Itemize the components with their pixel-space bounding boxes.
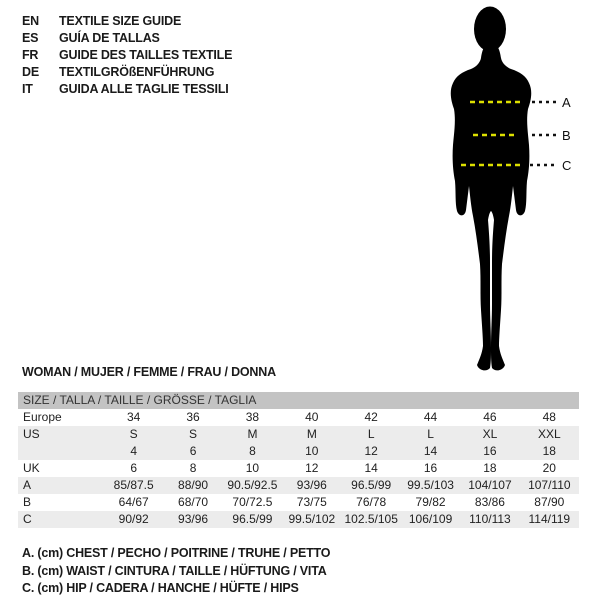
lang-title: TEXTILGRÖßENFÜHRUNG: [59, 65, 215, 79]
table-cell: 90/92: [118, 512, 149, 526]
lang-title: GUIDA ALLE TAGLIE TESSILI: [59, 82, 229, 96]
table-cell: 64/67: [118, 495, 149, 509]
table-cell: 8: [189, 461, 197, 475]
table-cell: 42: [364, 410, 378, 424]
table-cell: 10: [245, 461, 260, 475]
table-cell: 70/72.5: [232, 495, 273, 509]
lang-title: TEXTILE SIZE GUIDE: [59, 14, 182, 28]
language-header: [22, 13, 232, 98]
table-cell: 104/107: [468, 478, 512, 492]
table-cell: 110/113: [469, 512, 511, 526]
size-table: [18, 392, 579, 528]
table-cell: 18: [483, 461, 497, 475]
table-cell: 85/87.5: [113, 478, 154, 492]
table-row: [18, 443, 579, 460]
legend-hip: C. (cm) HIP / CADERA / HANCHE / HÜFTE / HIPS: [22, 581, 299, 595]
table-row: [18, 494, 579, 511]
legend-chest: A. (cm) CHEST / PECHO / POITRINE / TRUHE / PETTO: [22, 546, 331, 560]
table-cell: 16: [483, 444, 497, 458]
waist-label: B: [562, 128, 571, 143]
table-cell: 79/82: [415, 495, 446, 509]
table-cell: 83/86: [474, 495, 505, 509]
row-label: B: [23, 495, 32, 509]
lang-row-en: [22, 13, 232, 30]
table-cell: 8: [249, 444, 256, 458]
table-cell: XL: [482, 427, 498, 441]
table-cell: 40: [305, 410, 319, 424]
table-cell: 76/78: [356, 495, 387, 509]
table-row: [18, 426, 579, 443]
lang-code: DE: [22, 65, 39, 79]
table-cell: 48: [542, 410, 556, 424]
table-cell: 12: [364, 444, 378, 458]
table-cell: M: [306, 427, 317, 441]
table-cell: 16: [423, 461, 438, 475]
table-row: [18, 460, 579, 477]
table-cell: S: [129, 427, 138, 441]
size-table-header: SIZE / TALLA / TAILLE / GRÖSSE / TAGLIA: [18, 392, 579, 409]
table-cell: 88/90: [178, 478, 209, 492]
table-cell: 96.5/99: [232, 512, 273, 526]
table-cell: L: [427, 427, 434, 441]
lang-row-de: [22, 64, 232, 81]
table-cell: 73/75: [296, 495, 327, 509]
table-cell: 114/119: [528, 512, 571, 526]
table-cell: XXL: [537, 427, 561, 441]
lang-row-fr: [22, 47, 232, 64]
table-cell: 87/90: [534, 495, 565, 509]
lang-title: GUIDE DES TAILLES TEXTILE: [59, 48, 233, 62]
section-title: WOMAN / MUJER / FEMME / FRAU / DONNA: [22, 365, 276, 379]
table-cell: 12: [305, 461, 319, 475]
table-cell: 44: [423, 410, 438, 424]
row-label: C: [23, 512, 32, 526]
table-cell: 106/109: [408, 512, 453, 526]
table-cell: 14: [364, 461, 378, 475]
lang-code: EN: [22, 14, 39, 28]
table-cell: 99.5/102: [288, 512, 336, 526]
chest-label: A: [562, 95, 571, 110]
table-cell: 102.5/105: [344, 512, 398, 526]
woman-silhouette-diagram: [413, 0, 585, 378]
lang-code: FR: [22, 48, 39, 62]
size-table-rows: [18, 409, 579, 528]
lang-code: ES: [22, 31, 39, 45]
table-cell: 93/96: [296, 478, 327, 492]
table-cell: 46: [483, 410, 497, 424]
table-cell: L: [367, 427, 375, 441]
lang-row-es: [22, 30, 232, 47]
lang-title: GUÍA DE TALLAS: [59, 31, 160, 45]
lang-row-it: [22, 81, 232, 98]
row-label: UK: [23, 461, 40, 475]
table-cell: 14: [423, 444, 438, 458]
table-cell: 6: [189, 444, 197, 458]
row-label: Europe: [23, 410, 62, 424]
table-row: [18, 409, 579, 426]
table-cell: 99.5/103: [407, 478, 454, 492]
table-cell: 38: [245, 410, 260, 424]
table-cell: 34: [127, 410, 141, 424]
table-cell: 96.5/99: [351, 478, 392, 492]
table-cell: S: [189, 427, 198, 441]
table-cell: 6: [130, 461, 138, 475]
row-label: US: [23, 427, 40, 441]
table-row: [18, 477, 579, 494]
size-guide-figure: [413, 0, 585, 378]
table-cell: 90.5/92.5: [227, 478, 278, 492]
silhouette-body: [451, 42, 531, 370]
hip-label: C: [562, 158, 572, 173]
table-cell: 36: [186, 410, 200, 424]
table-row: [18, 511, 579, 528]
table-cell: 10: [305, 444, 319, 458]
table-cell: 68/70: [178, 495, 209, 509]
table-cell: 107/110: [528, 478, 571, 492]
table-cell: M: [247, 427, 258, 441]
row-label: A: [23, 478, 32, 492]
table-cell: 93/96: [178, 512, 209, 526]
table-cell: 4: [130, 444, 138, 458]
table-cell: 20: [542, 461, 556, 475]
lang-code: IT: [22, 82, 33, 96]
measurement-legend: [22, 545, 330, 598]
legend-waist: B. (cm) WAIST / CINTURA / TAILLE / HÜFTUNG / VITA: [22, 563, 327, 578]
table-cell: 18: [542, 444, 556, 458]
